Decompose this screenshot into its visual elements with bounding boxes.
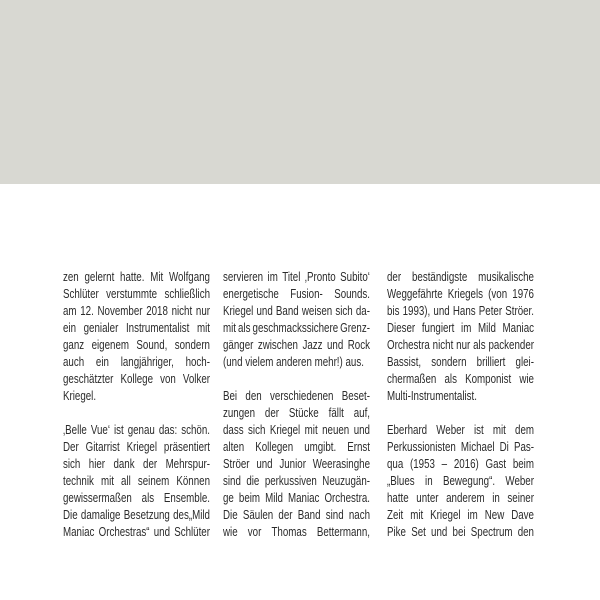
text-line: Weggefährte Kriegels (von 1976 [387,286,534,301]
text-line: bis 1993), und Hans Peter Ströer. [387,303,534,318]
text-line: wie vor Thomas Bettermann, [223,524,370,539]
text-line: Die Säulen der Band sind nach [223,507,370,522]
text-line: ganz eigenem Sound, sondern [63,337,210,352]
text-line: Eberhard Weber ist mit dem [387,422,534,437]
text-line: Dieser fungiert im Mild Maniac [387,320,534,335]
text-line: mit als geschmackssichere Grenz- [223,320,370,335]
text-line: alten Kollegen umgibt. Ernst [223,439,370,454]
text-line: Maniac Orchestras“ und Schlüter [63,524,210,539]
header-image-band [0,0,600,184]
text-line: Perkussionisten Michael Di Pas- [387,439,534,454]
text-line: Kriegel und Band weisen sich da- [223,303,370,318]
text-line: ein genialer Instrumentalist mit [63,320,210,335]
text-line: zungen der Stücke fällt auf, [223,405,370,420]
text-line: Zeit mit Kriegel im New Dave [387,507,534,522]
text-line: sich hier dank der Mehrspur- [63,456,210,471]
text-line: Die damalige Besetzung des„Mild [63,507,210,522]
text-line: energetische Fusion- Sounds. [223,286,370,301]
text-line: ‚Belle Vue‘ ist genau das: schön. [63,422,210,437]
text-column-3 [387,268,583,540]
text-line: Schlüter verstummte schließlich [63,286,210,301]
text-line: chermaßen als Komponist wie [387,371,534,386]
text-line: am 12. November 2018 nicht nur [63,303,210,318]
text-line: Kriegel. [63,388,97,403]
text-line: gänger zwischen Jazz und Rock [223,337,370,352]
text-line: Orchestra nicht nur als packender [387,337,534,352]
text-line: der beständigste musikalische [387,269,534,284]
text-line: Der Gitarrist Kriegel präsentiert [63,439,210,454]
text-line: Multi-Instrumentalist. [387,388,477,403]
text-line: Ströer und Junior Weerasinghe [223,456,370,471]
text-line: servieren im Titel ‚Pronto Subito‘ [223,269,370,284]
text-line: Bassist, sondern brilliert glei- [387,354,534,369]
text-line: dass sich Kriegel mit neuen und [223,422,370,437]
text-line: technik mit all seinem Können [63,473,210,488]
text-line: auch ein langjähriger, hoch- [63,354,210,369]
text-line: (und vielem anderen mehr!) aus. [223,354,364,369]
text-line: geschätzter Kollege von Volker [63,371,210,386]
text-line: gewissermaßen als Ensemble. [63,490,210,505]
text-line: qua (1953 – 2016) Gast beim [387,456,534,471]
text-line: ge beim Mild Maniac Orchestra. [223,490,370,505]
text-line: „Blues in Bewegung“. Weber [387,473,534,488]
text-line: sind die perkussiven Neuzugän- [223,473,370,488]
text-line: Pike Set und bei Spectrum den [387,524,534,539]
text-line: Bei den verschiedenen Beset- [223,388,370,403]
paragraph [387,421,583,540]
text-line: zen gelernt hatte. Mit Wolfgang [63,269,210,284]
text-line: hatte unter anderem in seiner [387,490,534,505]
paragraph [387,268,583,404]
